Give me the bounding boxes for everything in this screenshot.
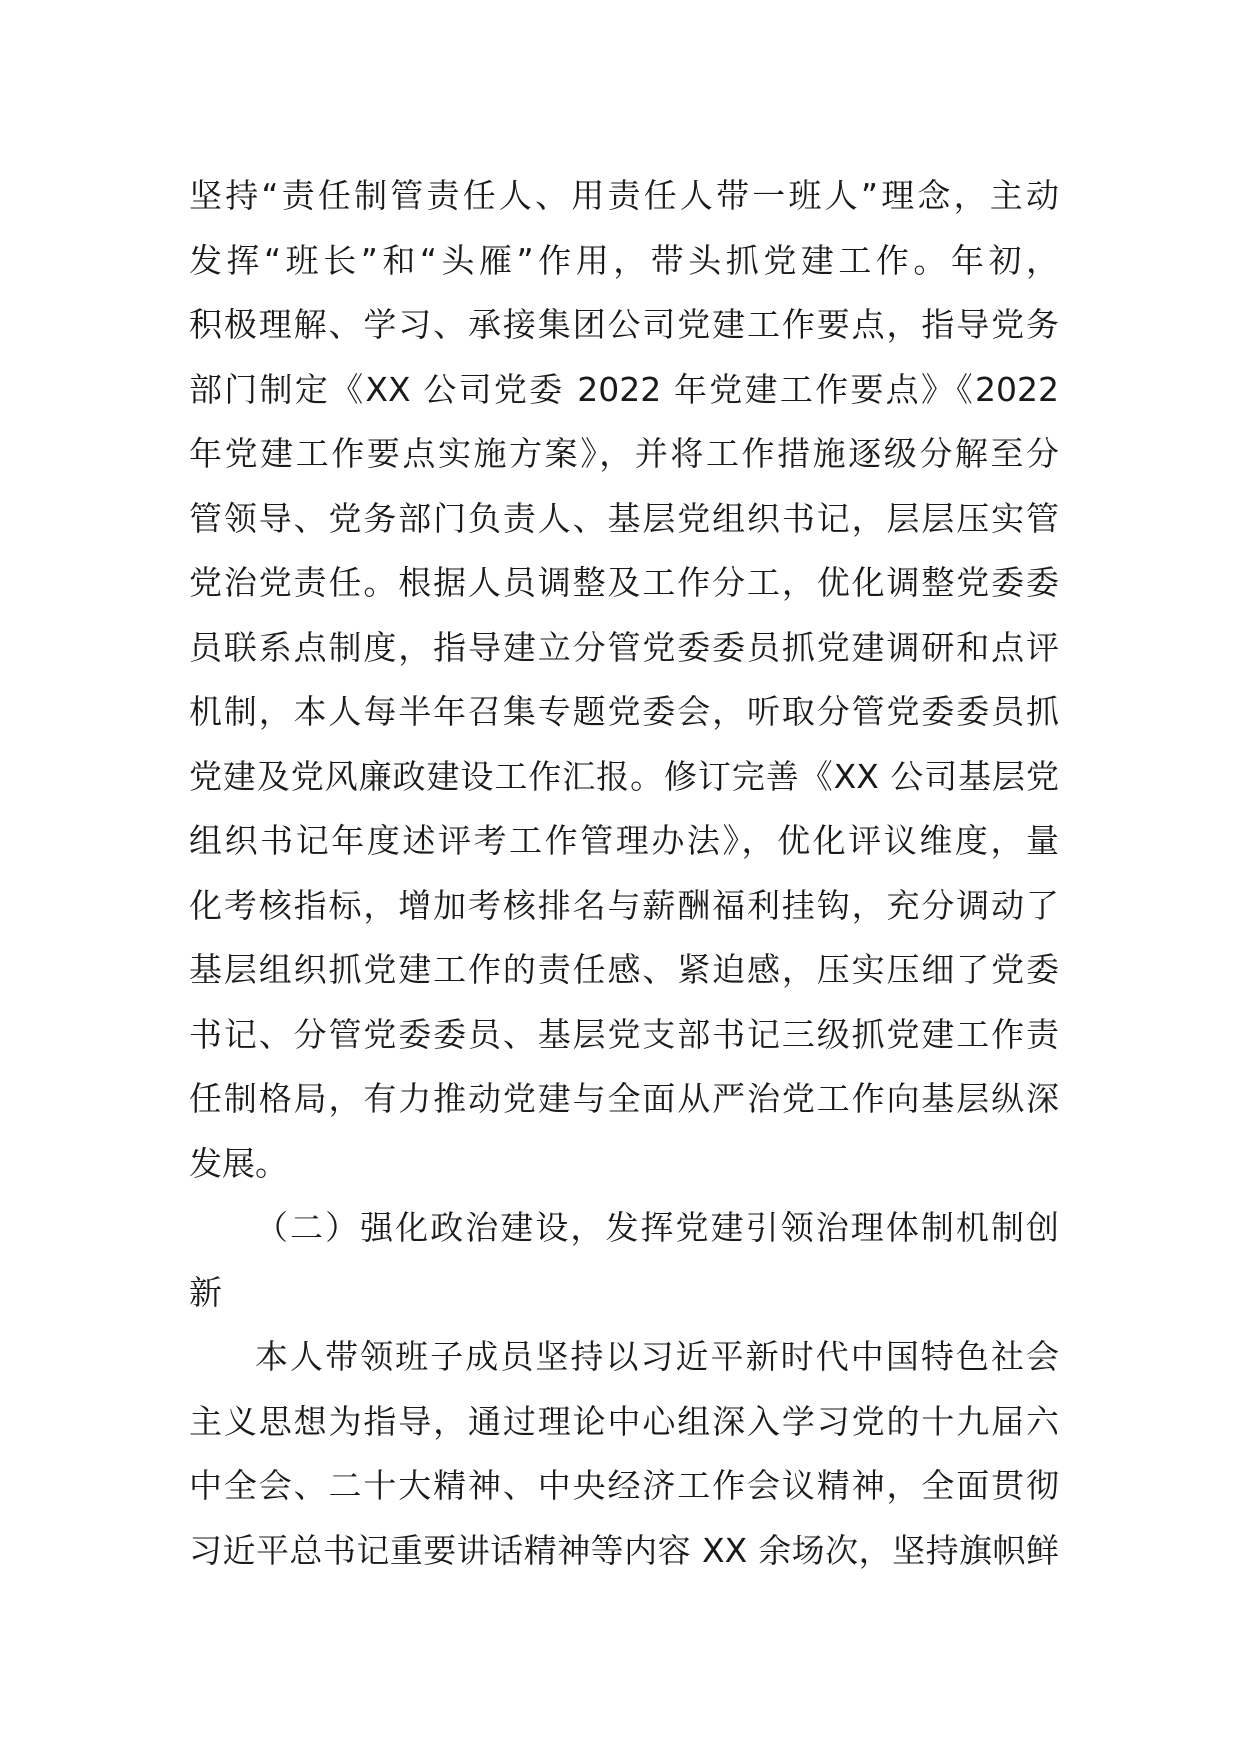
text-line: 坚持“责任制管责任人、用责任人带一班人”理念，主动 bbox=[189, 176, 1059, 215]
text-line: 中全会、二十大精神、中央经济工作会议精神，全面贯彻 bbox=[189, 1466, 1059, 1505]
paragraph-responsibility bbox=[189, 164, 1059, 1196]
text-line: 年党建工作要点实施方案》，并将工作措施逐级分解至分 bbox=[189, 434, 1059, 473]
text-line: 机制，本人每半年召集专题党委会，听取分管党委委员抓 bbox=[189, 692, 1059, 731]
text-line: 部门制定《XX 公司党委 2022 年党建工作要点》《2022 bbox=[189, 369, 1059, 409]
text-line: 主义思想为指导，通过理论中心组深入学习党的十九届六 bbox=[189, 1401, 1059, 1441]
text-line: 习近平总书记重要讲话精神等内容 XX 余场次，坚持旗帜鲜 bbox=[189, 1530, 1059, 1570]
text-line: 党治党责任。根据人员调整及工作分工，优化调整党委委 bbox=[189, 563, 1059, 602]
text-line: 基层组织抓党建工作的责任感、紧迫感，压实压细了党委 bbox=[189, 950, 1059, 989]
text-line: 书记、分管党委委员、基层党支部书记三级抓党建工作责 bbox=[189, 1014, 1059, 1054]
text-line: 管领导、党务部门负责人、基层党组织书记，层层压实管 bbox=[189, 498, 1059, 538]
heading-line: （二）强化政治建设，发挥党建引领治理体制机制创 bbox=[255, 1208, 1059, 1247]
text-line: 任制格局，有力推动党建与全面从严治党工作向基层纵深 bbox=[189, 1079, 1059, 1118]
text-line: 积极理解、学习、承接集团公司党建工作要点，指导党务 bbox=[189, 305, 1059, 344]
text-line: 本人带领班子成员坚持以习近平新时代中国特色社会 bbox=[255, 1337, 1059, 1376]
document-body bbox=[189, 164, 1059, 1583]
text-line: 发展。 bbox=[189, 1143, 288, 1183]
section-heading bbox=[189, 1196, 1059, 1325]
paragraph-political-study bbox=[189, 1325, 1059, 1583]
heading-line: 新 bbox=[189, 1272, 222, 1312]
text-line: 员联系点制度，指导建立分管党委委员抓党建调研和点评 bbox=[189, 627, 1059, 667]
text-line: 党建及党风廉政建设工作汇报。修订完善《XX 公司基层党 bbox=[189, 756, 1059, 796]
text-line: 发挥“班长”和“头雁”作用，带头抓党建工作。年初， bbox=[189, 240, 1059, 280]
text-line: 组织书记年度述评考工作管理办法》，优化评议维度，量 bbox=[189, 821, 1059, 860]
text-line: 化考核指标，增加考核排名与薪酬福利挂钩，充分调动了 bbox=[189, 885, 1059, 925]
